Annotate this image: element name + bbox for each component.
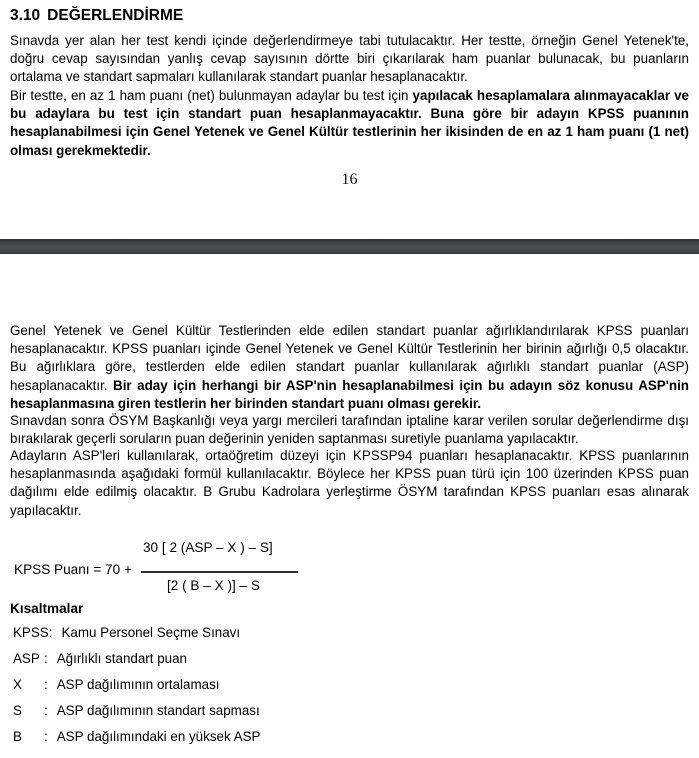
abbreviation-term: ASP xyxy=(13,651,40,666)
paragraph-evaluation-intro: Sınavda yer alan her test kendi içinde değerlendirmeye tabi tutulacaktır. Her testte, örneğin Genel Yetenek'te, doğru cevap sayısından yanlış cevap sayısının dörtte biri çıkarılarak ham puanlar bulunacak, bu puanların ortalama ve standart sapmaları kullanılarak standart puanlar hesaplanacaktır. xyxy=(10,33,689,85)
abbreviation-row xyxy=(13,728,513,754)
section-number: 3.10 xyxy=(10,7,41,24)
abbreviation-definition: Ağırlıklı standart puan xyxy=(56,651,187,666)
paragraph-minimum-score-rule xyxy=(10,87,689,160)
abbreviation-row xyxy=(13,624,513,650)
page-number: 16 xyxy=(341,171,358,188)
paragraph-cancelled-questions: Sınavdan sonra ÖSYM Başkanlığı veya yargı mercileri tarafından iptaline karar verilen sorular değerlendirme dışı bırakılarak geçerli soruların puan değerinin yeniden saptanması suretiyle puanlama yapılacaktır. xyxy=(10,413,689,447)
abbreviation-colon: : xyxy=(44,651,48,666)
paragraph-2-regular-text: Bir testte, en az 1 ham puanı (net) bulunmayan adaylar bu test için xyxy=(10,88,413,103)
paragraph-3-regular-text: Genel Yetenek ve Genel Kültür Testlerinden elde edilen standart puanlar ağırlıklandırılarak KPSS puanları hesaplanacaktır. KPSS puanları içinde Genel Yetenek ve Genel Kültür Testlerinin her birinin ağırlığı 0,5 olacaktır. Bu ağırlıklara göre, testlerden elde edilen standart puanlar kullanılarak ağırlıklı standart puanlar (ASP) hesaplanacaktır. xyxy=(10,323,689,393)
paragraph-weighted-scores xyxy=(10,322,689,413)
abbreviation-colon: : xyxy=(44,729,48,744)
abbreviations-title: Kısaltmalar xyxy=(10,601,84,616)
abbreviation-colon: : xyxy=(44,703,48,718)
kpss-score-formula xyxy=(10,540,370,602)
formula-numerator: 30 [ 2 (ASP – X ) – S] xyxy=(143,540,273,555)
abbreviation-term: S xyxy=(13,703,22,718)
abbreviation-row xyxy=(13,676,513,702)
page-separator-bar xyxy=(0,239,699,254)
paragraph-2-bold-text: yapılacak hesaplamalara alınmayacaklar ve bu adaylara bu test için standart puan hesaplanmayacaktır. Buna göre bir adayın KPSS puanının hesaplanabilmesi için Genel Yetenek ve Genel Kültür testlerinin her ikisinden de en az 1 ham puanı (1 net) olması gerekmektedir. xyxy=(10,88,689,158)
section-heading xyxy=(10,7,183,25)
abbreviations-list xyxy=(13,624,513,754)
section-title: DEĞERLENDİRME xyxy=(47,7,184,24)
paragraph-3-bold-text: Bir aday için herhangi bir ASP'nin hesaplanabilmesi için bu adayın söz konusu ASP'nin hesaplanmasına giren testlerin her birinden standart puanı olması gerekir. xyxy=(10,377,689,411)
abbreviation-term: KPSS xyxy=(13,625,49,640)
formula-left-hand-side: KPSS Puanı = 70 + xyxy=(14,562,132,577)
abbreviation-row xyxy=(13,650,513,676)
abbreviation-row xyxy=(13,702,513,728)
abbreviation-term: X xyxy=(13,677,22,692)
abbreviation-colon: : xyxy=(48,625,53,640)
formula-denominator: [2 ( B – X )] – S xyxy=(167,578,260,593)
abbreviation-definition: ASP dağılımındaki en yüksek ASP xyxy=(56,729,261,744)
abbreviation-term: B xyxy=(13,729,22,744)
fraction-line xyxy=(141,571,298,573)
paragraph-kpssp94: Adayların ASP'leri kullanılarak, ortaöğretim düzeyi için KPSSP94 puanları hesaplanacaktır. KPSS puanlarının hesaplanmasında aşağıdaki formül kullanılacaktır. Böylece her KPSS puan türü için 100 üzerinden KPSS puan dağılımı elde edilmiş olacaktır. B Grubu Kadrolara yerleştirme ÖSYM tarafından KPSS puanları esas alınarak yapılacaktır. xyxy=(10,448,689,518)
abbreviation-colon: : xyxy=(44,677,48,692)
abbreviation-definition: Kamu Personel Seçme Sınavı xyxy=(61,625,241,640)
abbreviation-definition: ASP dağılımının ortalaması xyxy=(56,677,220,692)
abbreviation-definition: ASP dağılımının standart sapması xyxy=(56,703,260,718)
